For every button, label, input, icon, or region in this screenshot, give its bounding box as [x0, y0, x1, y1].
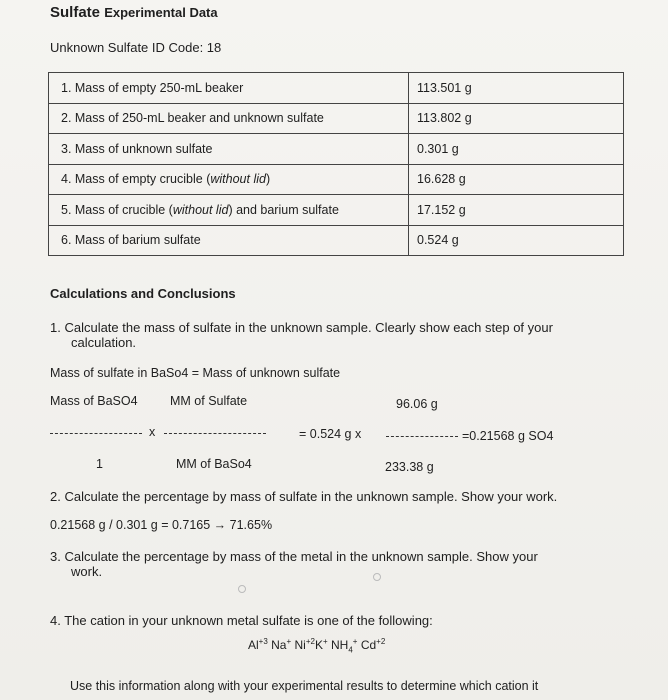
paper-mark	[238, 585, 246, 593]
table-row	[49, 225, 624, 256]
row-label: 4. Mass of empty crucible (without lid)	[49, 164, 409, 195]
mass-baso4-label: Mass of BaSO4	[50, 394, 138, 408]
unknown-id-code: Unknown Sulfate ID Code: 18	[50, 40, 222, 55]
table-row	[49, 73, 624, 104]
fraction-line	[50, 433, 142, 434]
row-value: 0.524 g	[409, 225, 624, 256]
cation-list: $Al^{+3}$ Na+ $Ni^{+2}K^+$ $NH_4^+$ $Cd^{+2}$	[248, 637, 386, 655]
row-value: 0.301 g	[409, 134, 624, 165]
fraction-line	[386, 436, 458, 437]
row-label: 5. Mass of crucible (without lid) and barium sulfate	[49, 195, 409, 226]
row-label: 2. Mass of 250-mL beaker and unknown sulfate	[49, 103, 409, 134]
table-row	[49, 164, 624, 195]
denominator-one: 1	[96, 457, 103, 471]
table-row	[49, 103, 624, 134]
page-title: Sulfate Experimental Data	[50, 4, 218, 21]
question-4: 4. The cation in your unknown metal sulfate is one of the following:	[50, 613, 433, 628]
question-2-answer: 0.21568 g / 0.301 g = 0.7165 → 71.65%	[50, 518, 273, 532]
question-2: 2. Calculate the percentage by mass of sulfate in the unknown sample. Show your work.	[50, 489, 558, 504]
value-96-06: 96.06 g	[396, 397, 438, 411]
equation-line: Mass of sulfate in BaSo4 = Mass of unknown sulfate	[50, 366, 341, 380]
multiply-sign: x	[149, 425, 156, 439]
row-value: 113.501 g	[409, 73, 624, 104]
row-value: 113.802 g	[409, 103, 624, 134]
row-value: 16.628 g	[409, 164, 624, 195]
section-heading: Calculations and Conclusions	[50, 286, 236, 301]
middle-expression: = 0.524 g x	[299, 427, 362, 441]
question-3: 3. Calculate the percentage by mass of the metal in the unknown sample. Show your work.	[50, 549, 538, 579]
question-1: 1. Calculate the mass of sulfate in the unknown sample. Clearly show each step of your calculation.	[50, 320, 553, 350]
row-value: 17.152 g	[409, 195, 624, 226]
row-label: 6. Mass of barium sulfate	[49, 225, 409, 256]
mm-baso4-label: MM of BaSo4	[176, 457, 252, 471]
experimental-data-table	[48, 72, 624, 256]
paper-mark	[373, 573, 381, 581]
mm-sulfate-label: MM of Sulfate	[170, 394, 248, 408]
table-row	[49, 134, 624, 165]
row-label: 1. Mass of empty 250-mL beaker	[49, 73, 409, 104]
table-row	[49, 195, 624, 226]
value-233-38: 233.38 g	[385, 460, 434, 474]
row-label: 3. Mass of unknown sulfate	[49, 134, 409, 165]
fraction-line	[164, 433, 266, 434]
sulfate-result: =0.21568 g SO4	[462, 429, 554, 443]
instruction-line: Use this information along with your experimental results to determine which cation it	[70, 679, 539, 693]
